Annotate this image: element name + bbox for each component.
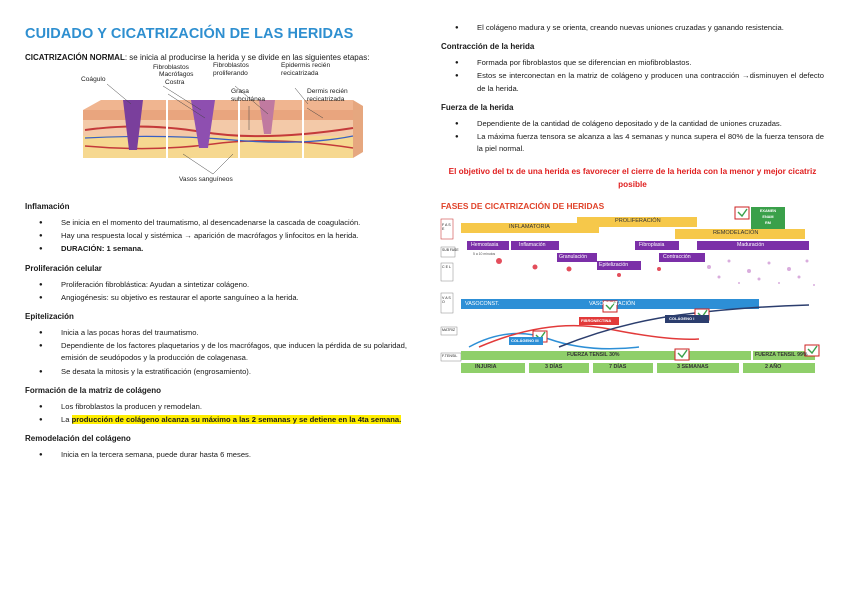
tensil-99: FUERZA TENSIL 99%: [755, 352, 808, 359]
list-item: ● Dependiente de los factores plaquetarios y de los macrófagos, que inducen la pérdida de su polaridad, emisión de seudópodos y la producción de colagenasa.: [61, 340, 407, 364]
phase-proliferacion: PROLIFERACIÓN: [615, 218, 661, 225]
list-item: ● Se inicia en el momento del traumatismo, al desencadenarse la cascada de coagulación.: [61, 217, 407, 229]
timeline-3-semanas: 3 SEMANAS: [677, 364, 709, 371]
highlighted-text: producción de colágeno alcanza su máximo a las 2 semanas y se detiene en la 4ta semana.: [71, 415, 402, 425]
list-item: ● Proliferación fibroblástica: Ayudan a sintetizar colágeno.: [61, 279, 407, 291]
row-label-ftensil: F.TENSIL: [442, 354, 458, 359]
list-item: ● Hay una respuesta local y sistémica → aparición de macrófagos y linfocitos en la herida.: [61, 230, 407, 242]
highlight-prefix: La: [61, 415, 72, 425]
subphase-granulacion: Granulación: [559, 254, 587, 261]
row-label-matriz: MATRIZ: [442, 328, 456, 333]
heading-epitelizacion: Epitelización: [25, 312, 74, 322]
list-item: ● Los fibroblastos la producen y remodelan.: [61, 401, 407, 413]
vaso-vasoconst: VASOCONST.: [465, 301, 500, 308]
timeline-2-anos: 2 AÑO: [765, 364, 782, 371]
label-macrofagos: Macrófagos: [159, 71, 194, 78]
vaso-vasodilatacion: VASODILATACIÓN: [589, 301, 636, 308]
list-remodelacion: [25, 449, 407, 461]
list-item-highlight: [61, 414, 407, 426]
row-label-fase: F A S E: [442, 223, 451, 232]
label-costra: Costra: [165, 79, 185, 86]
heading-inflamacion: Inflamación: [25, 202, 70, 211]
phases-diagram: [439, 197, 837, 377]
list-item: ● Se desata la mitosis y la estratificación (engrosamiento).: [61, 366, 407, 378]
subphase-maduracion: Maduración: [737, 242, 765, 249]
list-fuerza: [441, 118, 824, 156]
matriz-fibronectina: FIBRONECTINA: [581, 318, 612, 324]
row-label-vaso: V A S O: [442, 296, 451, 305]
intro-bold: CICATRIZACIÓN NORMAL: [25, 53, 125, 62]
list-item: ● Inicia en la tercera semana, puede durar hasta 6 meses.: [61, 449, 407, 461]
list-epitelizacion: [25, 327, 407, 378]
matriz-colageno-i: COLÁGENO I: [669, 316, 695, 322]
timeline-3-dias: 3 DÍAS: [545, 364, 563, 371]
label-dermis: Dermis recién recicatrizada: [307, 88, 348, 103]
list-item: ● Dependiente de la cantidad de colágeno depositado y de la cantidad de uniones cruzadas.: [477, 118, 824, 130]
subphase-hemostasia: Hemostasia: [471, 242, 499, 249]
heading-proliferacion: Proliferación celular: [25, 263, 102, 273]
left-column: [25, 26, 407, 462]
list-continuation: [441, 22, 824, 34]
label-coagulo: Coágulo: [81, 76, 106, 83]
subphase-fibroplasia: Fibroplasia: [639, 242, 665, 249]
label-epidermis: Epidermis recién recicatrizada: [281, 62, 331, 77]
heading-matriz: Formación de la matriz de colágeno: [25, 385, 162, 395]
label-fibroblastos: Fibroblastos: [153, 64, 189, 71]
list-contraccion: [441, 57, 824, 95]
list-item: ● DURACIÓN: 1 semana.: [61, 243, 407, 255]
row-label-cel: C E L: [442, 265, 451, 270]
right-column: [441, 22, 824, 377]
subphase-contraccion: Contracción: [663, 254, 691, 261]
list-item: ● El colágeno madura y se orienta, creando nuevas uniones cruzadas y ganando resistencia.: [477, 22, 824, 34]
rm-label: RM: [765, 221, 771, 226]
timeline-injuria: INJURIA: [475, 364, 497, 371]
matriz-colageno-iii: COLÁGENO III: [511, 338, 539, 344]
phase-inflamatoria: INFLAMATORIA: [509, 224, 550, 231]
list-item: ● Formada por fibroblastos que se diferencian en miofibroblastos.: [477, 57, 824, 69]
subphase-inflamacion: Inflamación: [519, 242, 546, 249]
list-proliferacion: [25, 279, 407, 304]
diagram-title: FASES DE CICATRIZACIÓN DE HERIDAS: [441, 201, 605, 212]
tensil-30: FUERZA TENSIL 30%: [567, 352, 620, 359]
page-title: CUIDADO Y CICATRIZACIÓN DE LAS HERIDAS: [25, 26, 354, 42]
list-matriz: [25, 401, 407, 426]
list-item: ● Inicia a las pocas horas del traumatismo.: [61, 327, 407, 339]
phase-remodelacion: REMODELACIÓN: [713, 230, 759, 237]
heading-contraccion: Contracción de la herida: [441, 42, 535, 52]
list-item: ● Estos se interconectan en la matriz de colágeno y producen una contracción →disminuyen el defecto de la herida.: [477, 70, 824, 94]
label-grasa: Grasa subcutánea: [231, 88, 266, 103]
list-item: ● La máxima fuerza tensora se alcanza a las 4 semanas y nunca supera el 80% de la fuerza tensora de la piel normal.: [477, 131, 824, 155]
row-label-subfase: SUB FASE: [442, 248, 459, 253]
label-fibroblastos-proliferando: Fibroblastos proliferando: [213, 62, 249, 77]
timeline-7-dias: 7 DÍAS: [609, 364, 627, 371]
red-note: El objetivo del tx de una herida es favorecer el cierre de la herida con la menor y mejor cicatriz posible: [448, 167, 817, 190]
list-item: ● Angiogénesis: su objetivo es restaurar el aporte sanguíneo a la herida.: [61, 292, 407, 304]
heading-remodelacion: Remodelación del colágeno: [25, 434, 131, 444]
skin-healing-figure: [63, 62, 363, 194]
cells-note: 5 a 10 minutos: [473, 252, 496, 257]
enam-label: ENAM: [762, 215, 774, 220]
label-vasos: Vasos sanguíneos: [179, 176, 233, 183]
examen-label: EXAMEN: [759, 209, 777, 214]
list-inflamacion: [25, 217, 407, 256]
subphase-epitelizacion: Epitelización: [599, 262, 629, 269]
heading-fuerza: Fuerza de la herida: [441, 102, 514, 112]
intro-text: : se inicia al producirse la herida y se divide en las siguientes etapas:: [124, 53, 370, 62]
